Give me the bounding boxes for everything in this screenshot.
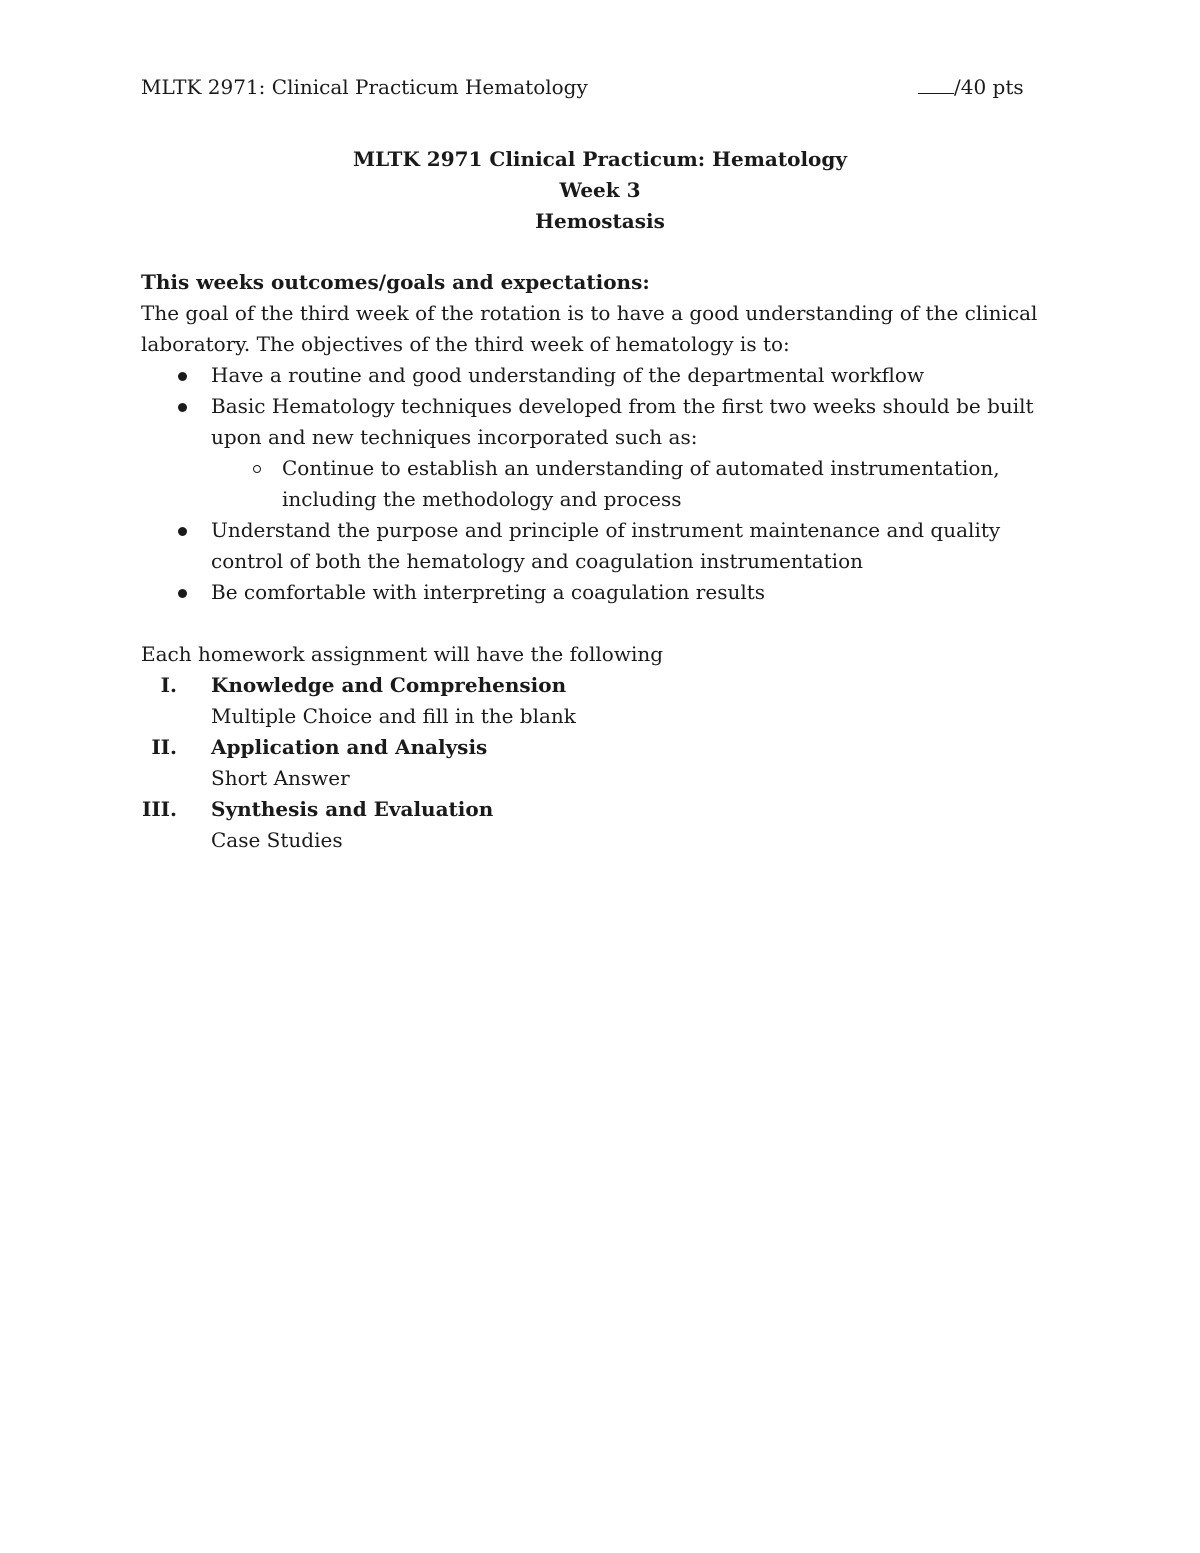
homework-item-desc: Multiple Choice and fill in the blank [211, 704, 576, 728]
homework-item-title: Application and Analysis [211, 735, 488, 759]
homework-item [141, 732, 1041, 794]
list-item-text: Understand the purpose and principle of instrument maintenance and quality control of both the hematology and coagulation instrumentation [211, 518, 1001, 573]
homework-item [141, 794, 1041, 856]
homework-item-title: Synthesis and Evaluation [211, 797, 494, 821]
list-item-text: Basic Hematology techniques developed from the first two weeks should be built upon and new techniques incorporated such as: [211, 394, 1034, 449]
objectives-list [141, 360, 1041, 608]
list-item [141, 391, 1041, 515]
roman-numeral: I. [160, 673, 177, 697]
homework-list [141, 670, 1041, 856]
document-body [141, 267, 1041, 856]
bullet-icon [178, 403, 187, 412]
roman-numeral: II. [151, 735, 177, 759]
outcomes-heading: This weeks outcomes/goals and expectations: [141, 270, 650, 294]
sub-list [211, 453, 1041, 515]
bullet-icon [178, 589, 187, 598]
points-label: /40 pts [954, 75, 1024, 99]
spacer [141, 608, 1041, 639]
sub-list-item-text: Continue to establish an understanding of automated instrumentation, including the methodology and process [282, 456, 1000, 511]
hollow-bullet-icon [253, 465, 261, 473]
title-topic: Hemostasis [535, 209, 665, 233]
header-points [918, 74, 1024, 100]
document-title [0, 144, 1200, 237]
homework-item-desc: Case Studies [211, 828, 343, 852]
bullet-icon [178, 372, 187, 381]
sub-list-item [211, 453, 1041, 515]
list-item-text: Have a routine and good understanding of the departmental workflow [211, 363, 925, 387]
list-item [141, 577, 1041, 608]
score-blank [918, 75, 954, 94]
header-course-title: MLTK 2971: Clinical Practicum Hematology [141, 75, 588, 99]
bullet-icon [178, 527, 187, 536]
list-item-text: Be comfortable with interpreting a coagulation results [211, 580, 766, 604]
list-item [141, 360, 1041, 391]
title-week: Week 3 [559, 178, 641, 202]
homework-item [141, 670, 1041, 732]
outcomes-intro: The goal of the third week of the rotation is to have a good understanding of the clinical laboratory. The objectives of the third week of hematology is to: [141, 301, 1038, 356]
homework-item-title: Knowledge and Comprehension [211, 673, 567, 697]
homework-item-desc: Short Answer [211, 766, 350, 790]
title-course: MLTK 2971 Clinical Practicum: Hematology [352, 147, 847, 171]
homework-intro: Each homework assignment will have the following [141, 642, 664, 666]
roman-numeral: III. [141, 797, 177, 821]
list-item [141, 515, 1041, 577]
